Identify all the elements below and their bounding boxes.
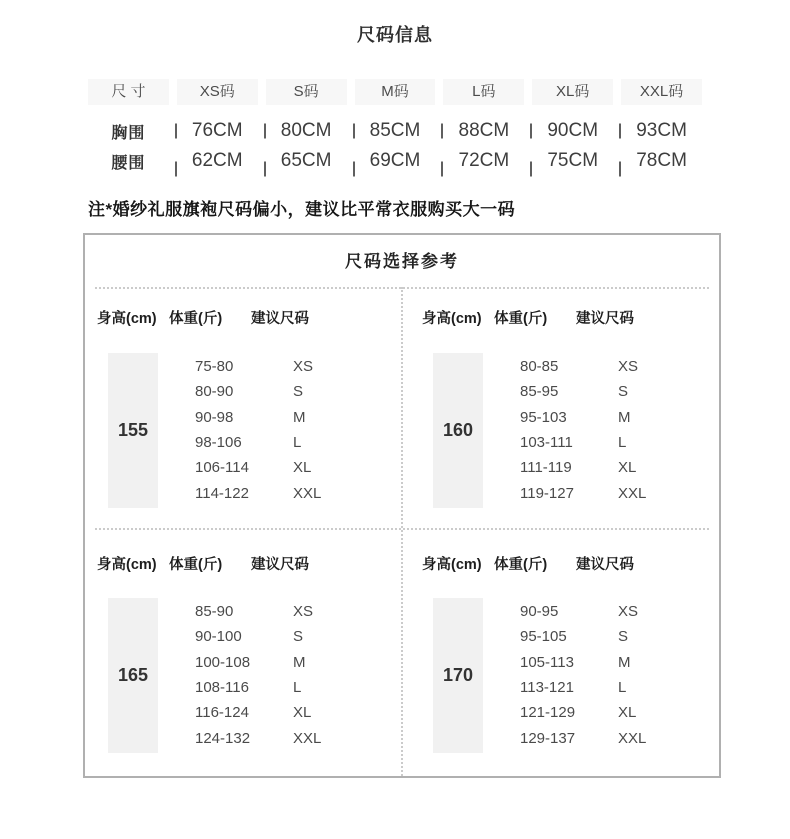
size-column-header: S码 (266, 79, 347, 105)
separator-bar (353, 124, 355, 139)
suggested-size: XL (618, 704, 637, 722)
column-header-size: 建议尺码 (576, 311, 634, 327)
measurement-value: 76CM (191, 120, 243, 141)
separator-bar (441, 124, 443, 139)
height-value: 165 (117, 665, 149, 685)
size-row (195, 480, 394, 505)
suggested-size: L (618, 679, 627, 697)
measurement-value: 90CM (547, 120, 599, 141)
measurement-value: 85CM (369, 120, 421, 141)
waist-row (88, 146, 702, 176)
measurement-value-cell (177, 116, 258, 146)
suggested-size: XS (293, 358, 314, 376)
weight-range: 90-95 (520, 603, 559, 621)
weight-range: 80-85 (520, 358, 559, 376)
measurement-value-cell (621, 146, 702, 176)
dotted-divider-vertical (401, 287, 403, 776)
sizing-note: 注*婚纱礼服旗袍尺码偏小，建议比平常衣服购买大一码 (88, 200, 516, 219)
size-rows (520, 354, 719, 506)
measurement-value: 80CM (280, 120, 332, 141)
column-header-size: 建议尺码 (251, 311, 309, 327)
suggested-size: XL (293, 459, 312, 477)
size-row (195, 405, 394, 430)
column-header-size: 建议尺码 (576, 557, 634, 573)
weight-range: 85-95 (520, 383, 559, 401)
weight-range: 100-108 (195, 653, 251, 671)
column-header-size: 建议尺码 (251, 557, 309, 573)
column-header-height: 身高(cm) (97, 311, 157, 327)
height-value-box (433, 598, 483, 753)
weight-range: 106-114 (195, 459, 249, 477)
separator-bar (530, 124, 532, 139)
weight-range: 114-122 (195, 484, 249, 502)
height-value: 170 (442, 665, 474, 685)
suggested-size: M (618, 653, 631, 671)
suggested-size: XS (618, 358, 639, 376)
suggested-size: XXL (618, 729, 647, 747)
column-header-height: 身高(cm) (422, 311, 482, 327)
weight-range: 85-90 (195, 603, 234, 621)
size-row (195, 455, 394, 480)
weight-range: 129-137 (520, 729, 576, 747)
reference-quadrant-160 (410, 287, 719, 528)
suggested-size: XS (618, 603, 639, 621)
weight-range: 121-129 (520, 704, 576, 722)
measurement-table-header-row (88, 79, 702, 105)
separator-bar (530, 162, 532, 177)
reference-quadrant-170 (410, 528, 719, 780)
suggested-size: L (293, 679, 302, 697)
measurement-value-cell (532, 116, 613, 146)
measurement-value: 65CM (280, 150, 332, 171)
measurement-value: 88CM (458, 120, 510, 141)
size-row (520, 430, 719, 455)
separator-bar (619, 124, 621, 139)
row-label-waist: 腰围 (111, 154, 146, 172)
weight-range: 119-127 (520, 484, 574, 502)
measurement-value: 93CM (636, 120, 687, 141)
size-row (520, 650, 719, 675)
measurement-value-cell (443, 116, 524, 146)
measurement-value-cell (355, 146, 436, 176)
column-header-height: 身高(cm) (97, 557, 157, 573)
measurement-value-cell (532, 146, 613, 176)
weight-range: 98-106 (195, 434, 242, 452)
measurement-value-cell (266, 116, 347, 146)
size-rows (195, 354, 394, 506)
weight-range: 95-105 (520, 628, 567, 646)
size-row (195, 430, 394, 455)
size-row (520, 480, 719, 505)
height-value-box (433, 353, 483, 508)
separator-bar (264, 124, 266, 139)
measurement-value-cell (443, 146, 524, 176)
size-row (520, 700, 719, 725)
separator-bar (175, 124, 177, 139)
measurement-value: 78CM (636, 150, 687, 171)
height-value: 160 (442, 420, 474, 440)
size-row (195, 675, 394, 700)
reference-quadrant-155 (85, 287, 394, 528)
weight-range: 80-90 (195, 383, 234, 401)
suggested-size: XXL (293, 729, 322, 747)
column-header-height: 身高(cm) (422, 557, 482, 573)
measurement-value: 75CM (547, 150, 599, 171)
weight-range: 90-98 (195, 408, 234, 426)
measurement-value: 62CM (191, 150, 243, 171)
size-reference-box (83, 233, 721, 778)
separator-bar (175, 162, 177, 177)
size-rows (195, 599, 394, 751)
suggested-size: XL (618, 459, 637, 477)
weight-range: 90-100 (195, 628, 242, 646)
measurement-value-cell (355, 116, 436, 146)
weight-range: 75-80 (195, 358, 234, 376)
size-row (520, 624, 719, 649)
size-row (195, 354, 394, 379)
size-row (520, 354, 719, 379)
height-value-box (108, 598, 158, 753)
size-column-header: 尺 寸 (88, 79, 169, 105)
weight-range: 108-116 (195, 679, 249, 697)
column-header-weight: 体重(斤) (494, 557, 548, 573)
measurement-value: 69CM (369, 150, 421, 171)
separator-bar (441, 162, 443, 177)
weight-range: 116-124 (195, 704, 249, 722)
column-header-weight: 体重(斤) (169, 311, 223, 327)
separator-bar (619, 162, 621, 177)
suggested-size: S (618, 383, 629, 401)
chest-row (88, 116, 702, 146)
weight-range: 103-111 (520, 434, 573, 452)
suggested-size: M (618, 408, 631, 426)
suggested-size: XS (293, 603, 314, 621)
reference-box-title: 尺码选择参考 (345, 252, 459, 271)
suggested-size: XL (293, 704, 312, 722)
size-column-header: XS码 (177, 79, 258, 105)
size-row (195, 379, 394, 404)
size-row (195, 624, 394, 649)
height-value-box (108, 353, 158, 508)
size-column-header: M码 (355, 79, 436, 105)
size-column-header: XL码 (532, 79, 613, 105)
size-row (520, 725, 719, 750)
row-label-chest: 胸围 (111, 124, 146, 142)
size-column-header: XXL码 (621, 79, 702, 105)
column-header-weight: 体重(斤) (494, 311, 548, 327)
size-row (195, 650, 394, 675)
measurement-value: 72CM (458, 150, 510, 171)
weight-range: 113-121 (520, 679, 574, 697)
size-row (520, 379, 719, 404)
measurement-table (88, 79, 702, 176)
suggested-size: XXL (618, 484, 647, 502)
suggested-size: XXL (293, 484, 322, 502)
size-row (520, 599, 719, 624)
size-column-header: L码 (443, 79, 524, 105)
column-header-weight: 体重(斤) (169, 557, 223, 573)
separator-bar (264, 162, 266, 177)
suggested-size: L (293, 434, 302, 452)
weight-range: 95-103 (520, 408, 567, 426)
suggested-size: S (293, 628, 304, 646)
suggested-size: S (618, 628, 629, 646)
separator-bar (353, 162, 355, 177)
suggested-size: M (293, 408, 306, 426)
size-row (520, 405, 719, 430)
weight-range: 105-113 (520, 653, 574, 671)
suggested-size: L (618, 434, 627, 452)
measurement-value-cell (177, 146, 258, 176)
weight-range: 124-132 (195, 729, 251, 747)
size-rows (520, 599, 719, 751)
size-row (520, 455, 719, 480)
reference-quadrant-165 (85, 528, 394, 780)
weight-range: 111-119 (520, 459, 572, 477)
suggested-size: S (293, 383, 304, 401)
size-row (195, 725, 394, 750)
measurement-value-cell (266, 146, 347, 176)
size-row (520, 675, 719, 700)
size-row (195, 599, 394, 624)
measurement-value-cell (621, 116, 702, 146)
size-row (195, 700, 394, 725)
height-value: 155 (117, 420, 149, 440)
suggested-size: M (293, 653, 306, 671)
page-title: 尺码信息 (357, 25, 433, 45)
